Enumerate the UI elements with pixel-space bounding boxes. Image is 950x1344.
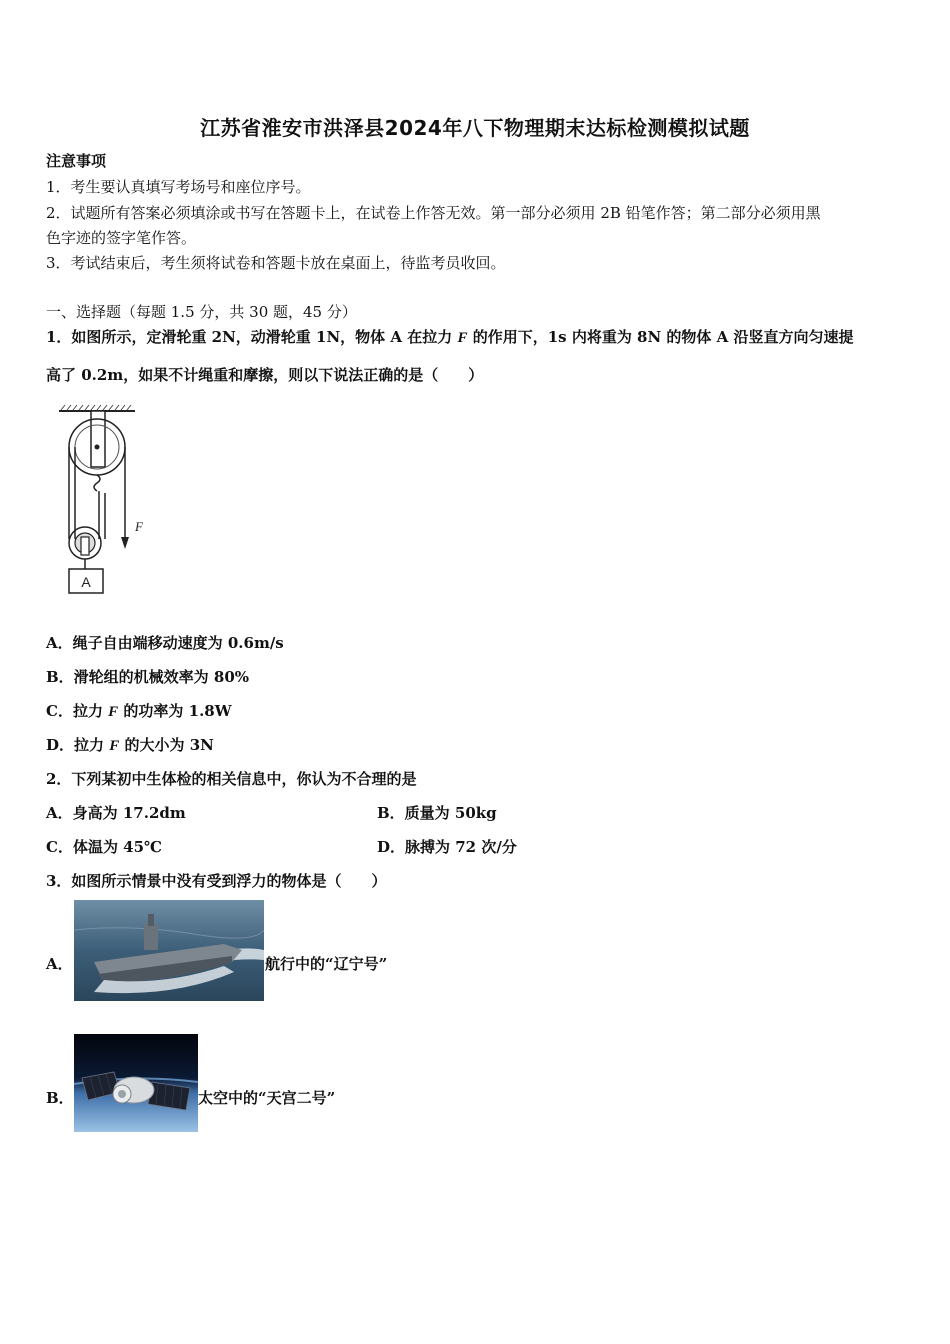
notice-heading: 注意事项 bbox=[46, 152, 107, 170]
hook-icon bbox=[94, 475, 100, 491]
q2-stem: 2．下列某初中生体检的相关信息中，你认为不合理的是 bbox=[46, 770, 417, 788]
space-station-photo bbox=[74, 1034, 198, 1132]
q1-stem-part1: 1．如图所示，定滑轮重 2N，动滑轮重 1N，物体 A 在拉力 bbox=[46, 328, 458, 346]
ceiling-hatch bbox=[59, 405, 135, 411]
q2-option-a: A．身高为 17.2dm bbox=[46, 804, 186, 822]
q1-option-a: A．绳子自由端移动速度为 0.6m/s bbox=[46, 634, 284, 652]
q1-stem-part2: 的作用下，1s 内将重为 8N 的物体 A 沿竖直方向匀速提 bbox=[467, 328, 854, 346]
fixed-pulley bbox=[69, 411, 125, 475]
q1-stem-line2: 高了 0.2m，如果不计绳重和摩擦，则以下说法正确的是（ ） bbox=[46, 366, 484, 384]
force-arrow-icon bbox=[121, 537, 129, 549]
q3-option-b-letter: B． bbox=[46, 1089, 74, 1107]
q1-option-d-post: 的大小为 3N bbox=[119, 736, 214, 754]
notice-item-2: 2．试题所有答案必须填涂或书写在答题卡上，在试卷上作答无效。第一部分必须用 2B 铅笔作答；第二部分必须用黑 bbox=[46, 204, 821, 222]
q3-option-a-caption: 航行中的“辽宁号” bbox=[265, 955, 388, 973]
q3-stem: 3．如图所示情景中没有受到浮力的物体是（ ） bbox=[46, 872, 387, 890]
notice-item-2-cont: 色字迹的签字笔作答。 bbox=[46, 229, 197, 247]
pulley-diagram bbox=[55, 403, 155, 598]
q1-option-b: B．滑轮组的机械效率为 80% bbox=[46, 668, 250, 686]
q2-option-d: D．脉搏为 72 次/分 bbox=[377, 838, 517, 856]
q3-option-a-letter: A． bbox=[46, 955, 73, 973]
q3-option-b-caption: 太空中的“天宫二号” bbox=[198, 1089, 336, 1107]
q1-option-d-var: F bbox=[109, 738, 120, 754]
q1-stem-line1 bbox=[46, 326, 854, 347]
q1-option-d bbox=[46, 734, 214, 755]
q2-option-c: C．体温为 45℃ bbox=[46, 838, 163, 856]
q1-option-d-pre: D．拉力 bbox=[46, 736, 110, 754]
aircraft-carrier-photo bbox=[74, 900, 264, 1001]
q1-var-f: F bbox=[457, 330, 468, 346]
q1-option-c-pre: C．拉力 bbox=[46, 702, 109, 720]
block-a-label: A bbox=[81, 574, 91, 590]
force-label: F bbox=[135, 519, 143, 534]
notice-item-3: 3．考试结束后，考生须将试卷和答题卡放在桌面上，待监考员收回。 bbox=[46, 254, 506, 272]
notice-item-1: 1．考生要认真填写考场号和座位序号。 bbox=[46, 178, 311, 196]
page-title: 江苏省淮安市洪泽县2024年八下物理期末达标检测模拟试题 bbox=[200, 116, 750, 140]
q2-option-b: B．质量为 50kg bbox=[377, 804, 497, 822]
moving-pulley bbox=[69, 527, 101, 569]
section-heading: 一、选择题（每题 1.5 分，共 30 题，45 分） bbox=[46, 303, 357, 321]
q1-option-c-var: F bbox=[108, 704, 119, 720]
q1-option-c-post: 的功率为 1.8W bbox=[118, 702, 232, 720]
q1-option-c bbox=[46, 700, 232, 721]
